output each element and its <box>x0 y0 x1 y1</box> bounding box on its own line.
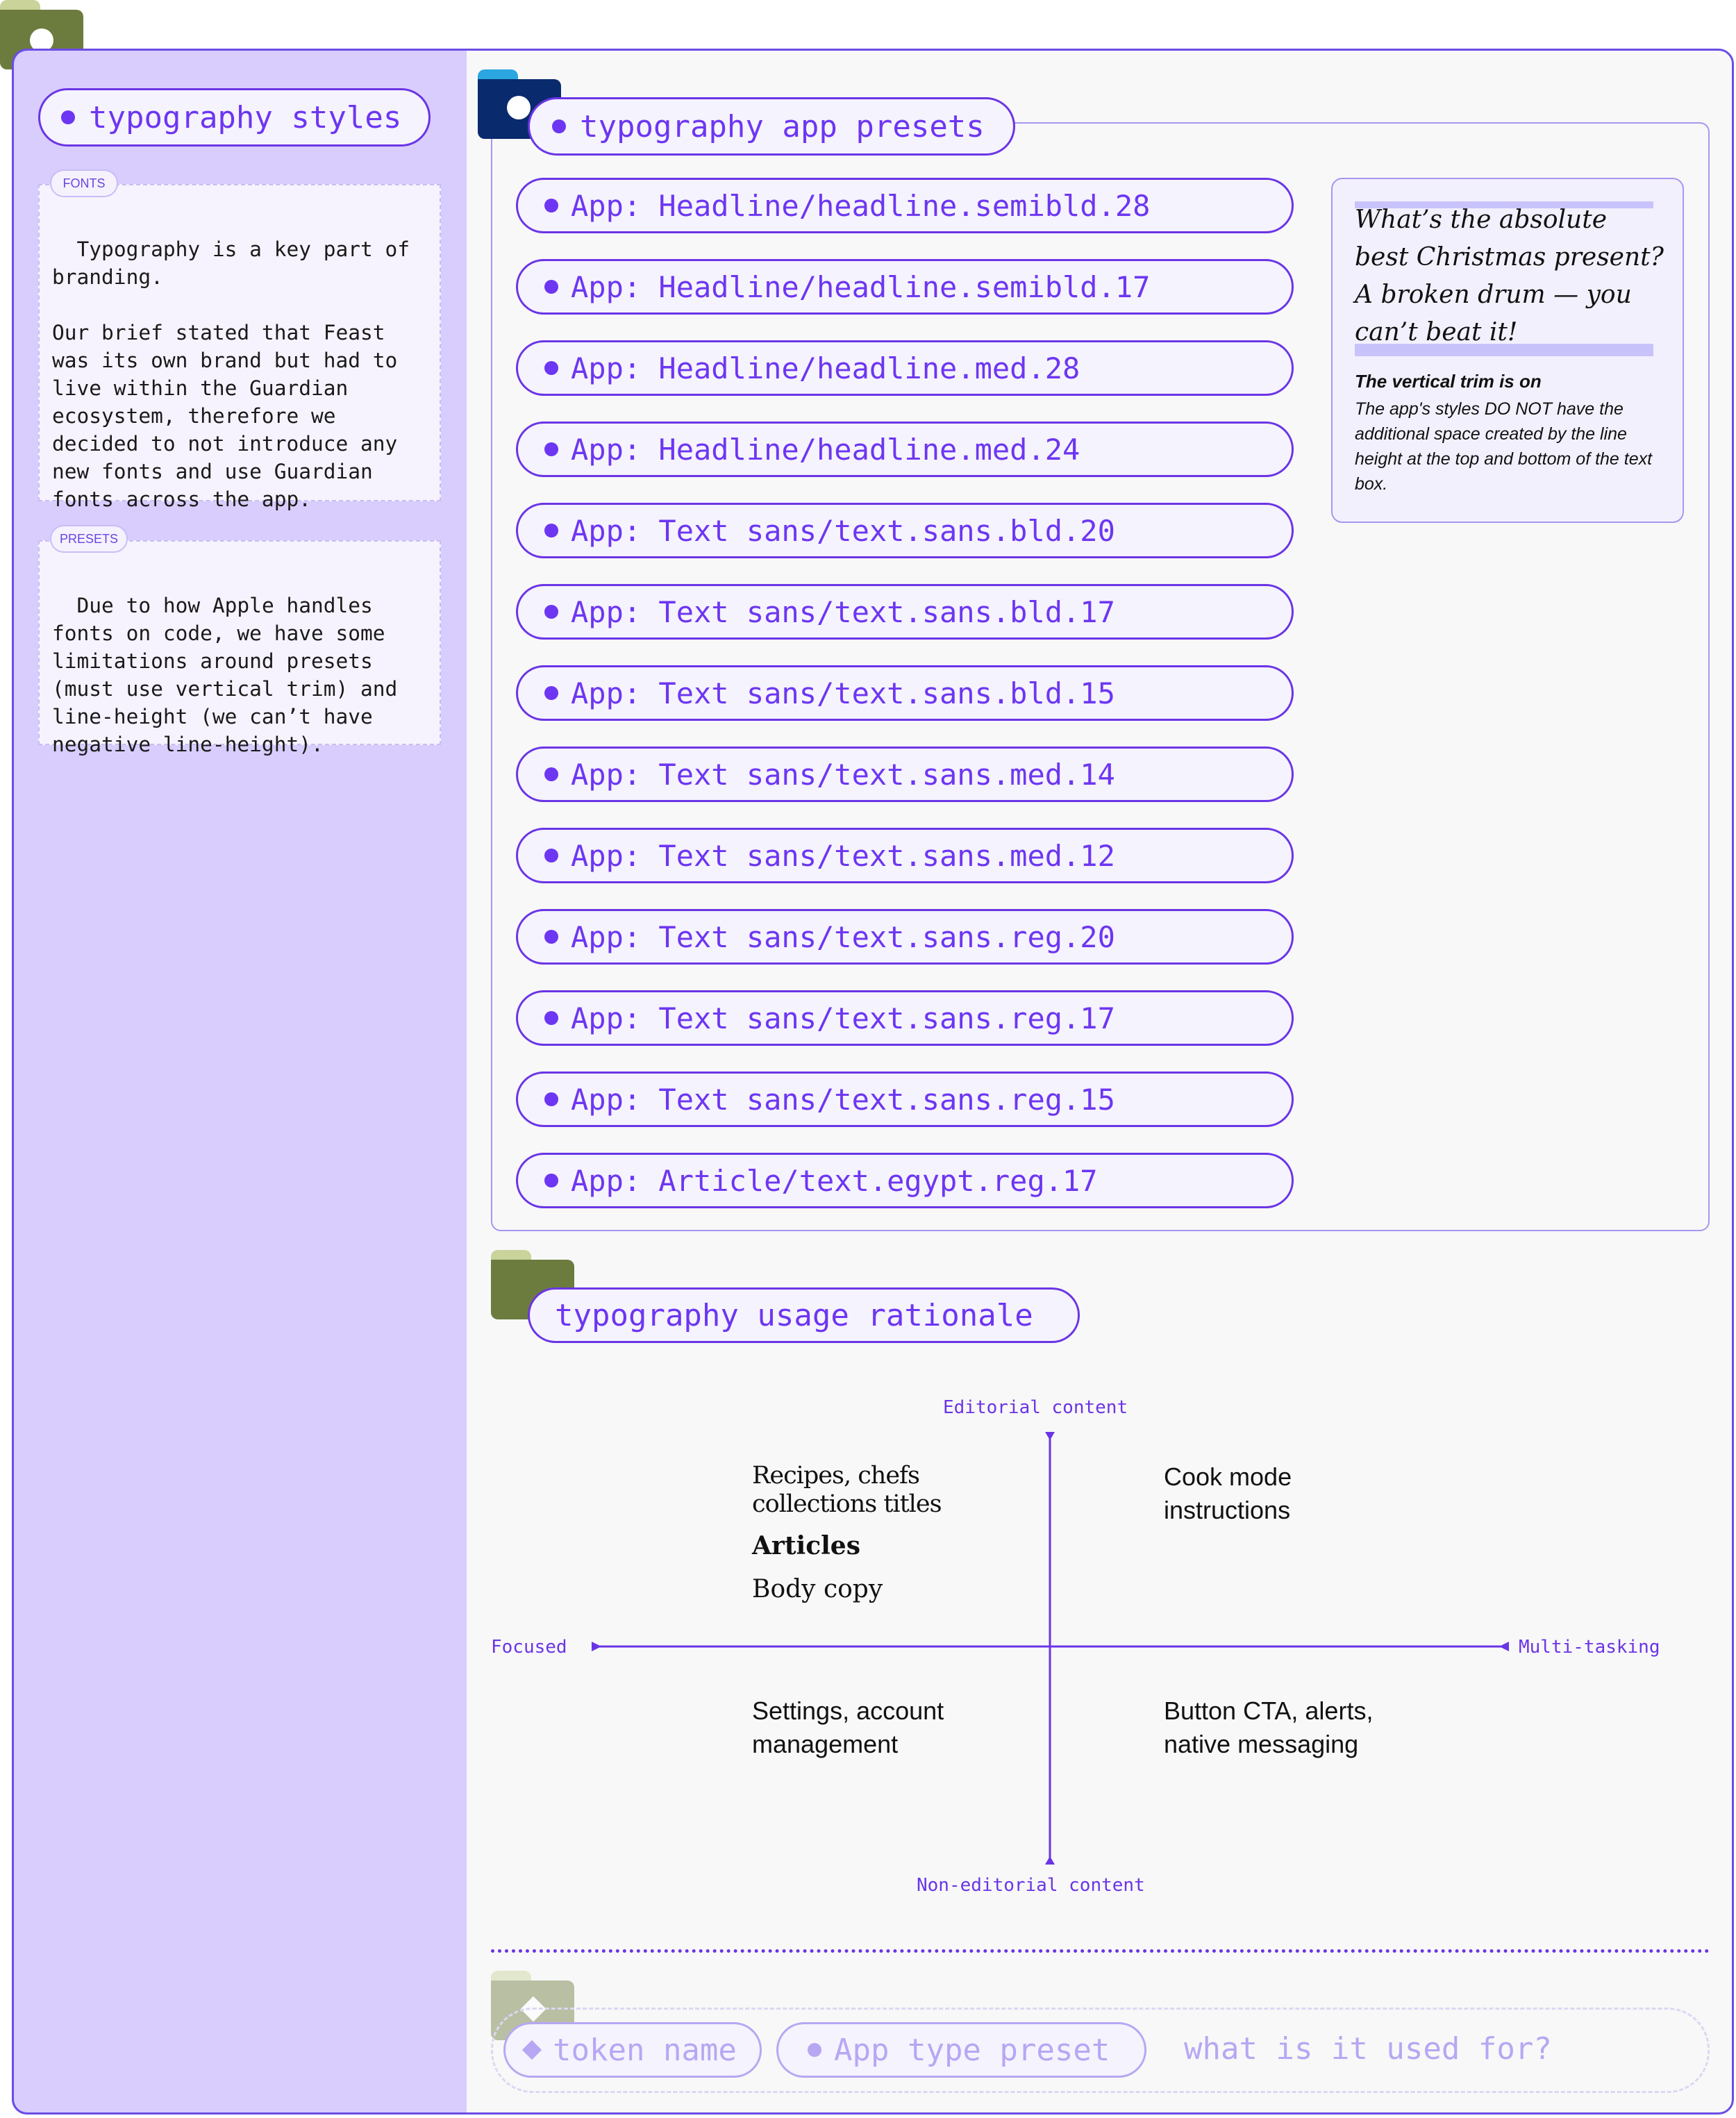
preset-label: App: Text sans/text.sans.reg.15 <box>571 1082 1115 1117</box>
trim-body: The app's styles DO NOT have the additional space created by the line height at the top and bottom of the text box. <box>1355 399 1653 494</box>
quadrant-top-left-body: Body copy <box>752 1575 883 1603</box>
presets-section-title: typography app presets <box>580 108 985 144</box>
presets-note-text: Due to how Apple handles fonts on code, we have some limitations around presets (must use vertical trim) and line-height (we can’t have negative line-height). <box>52 594 410 756</box>
quadrant-bottom-right: Button CTA, alerts, native messaging <box>1164 1696 1374 1758</box>
preset-label: App: Text sans/text.sans.med.14 <box>571 757 1115 792</box>
legend-token-pill <box>503 2022 762 2078</box>
preset-label: App: Headline/headline.semibld.17 <box>571 269 1151 304</box>
quadrant-bottom-left: Settings, account management <box>752 1696 944 1758</box>
preset-label: App: Text sans/text.sans.bld.20 <box>571 513 1115 548</box>
axis-label-right: Multi-tasking <box>1519 1637 1660 1658</box>
quadrant-top-left-titles: Recipes, chefs collections titles <box>752 1462 942 1518</box>
arrow-left-icon <box>592 1642 601 1651</box>
arrow-up-icon <box>1045 1432 1055 1440</box>
axis-label-left: Focused <box>491 1637 567 1658</box>
quadrant-top-left-articles: Articles <box>752 1531 860 1560</box>
preset-label: App: Text sans/text.sans.bld.17 <box>571 594 1115 629</box>
fonts-note-text: Typography is a key part of branding. Our brief stated that Feast was its own brand but had to live within the Guardian ecosystem, therefore we decided to not introduce any new fonts and use Guardian fonts across the app. <box>52 237 410 511</box>
preset-label: App: Headline/headline.med.28 <box>571 351 1080 385</box>
preset-label: App: Text sans/text.sans.bld.15 <box>571 676 1115 710</box>
preset-label: App: Headline/headline.med.24 <box>571 432 1080 467</box>
axis-label-bottom: Non-editorial content <box>917 1875 1145 1896</box>
trim-title: The vertical trim is on <box>1355 371 1542 392</box>
axis-label-top: Editorial content <box>943 1397 1128 1418</box>
legend-preset-label: App type preset <box>834 2032 1110 2068</box>
sample-quote: What’s the absolute best Christmas present? A broken drum — you can’t beat it! <box>1355 206 1664 347</box>
legend-usage-label: what is it used for? <box>1184 2031 1552 2067</box>
sidebar-title: typography styles <box>89 99 402 135</box>
preset-label: App: Text sans/text.sans.reg.17 <box>571 1001 1115 1035</box>
arrow-right-icon <box>1499 1642 1509 1651</box>
section-divider <box>491 1949 1710 1953</box>
rationale-section-title: typography usage rationale <box>555 1297 1033 1333</box>
legend-token-label: token name <box>553 2032 737 2068</box>
presets-note-tag: PRESETS <box>50 525 128 553</box>
fonts-note-tag: FONTS <box>50 169 118 197</box>
bullet-icon <box>808 2043 821 2057</box>
legend-preset-pill <box>776 2022 1146 2078</box>
preset-label: App: Text sans/text.sans.med.12 <box>571 838 1115 873</box>
arrow-down-icon <box>1045 1856 1055 1865</box>
quadrant-top-right: Cook mode instructions <box>1164 1462 1292 1524</box>
preset-label: App: Headline/headline.semibld.28 <box>571 188 1151 223</box>
preset-label: App: Article/text.egypt.reg.17 <box>571 1163 1098 1198</box>
diamond-bullet-icon <box>522 2040 542 2060</box>
preset-label: App: Text sans/text.sans.reg.20 <box>571 919 1115 954</box>
